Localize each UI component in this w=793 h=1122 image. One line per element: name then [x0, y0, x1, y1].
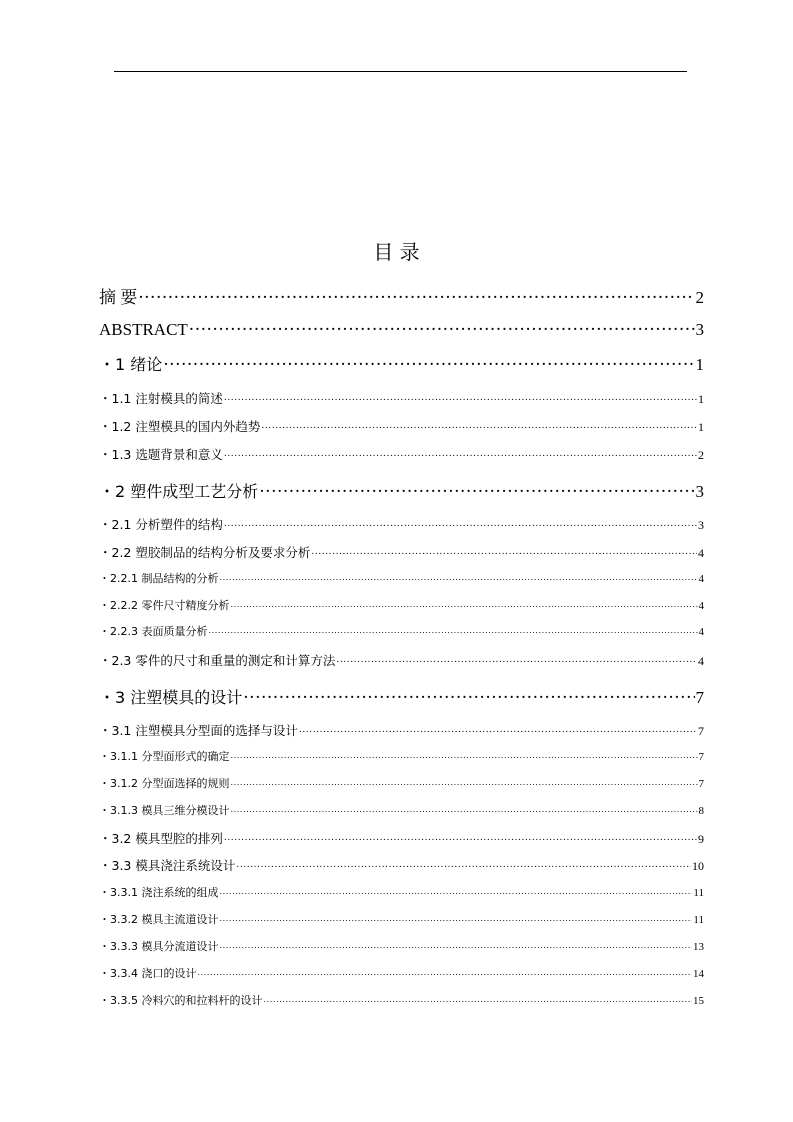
toc-entry-label: ・1.2 注塑模具的国内外趋势	[99, 419, 261, 434]
toc-entry-page: 4	[698, 626, 704, 638]
dot-leader	[311, 545, 697, 557]
toc-entry-page: 7	[695, 688, 704, 707]
toc-entry-page: 4	[698, 573, 704, 585]
toc-entry-label: ・3.2 模具型腔的排列	[99, 831, 223, 846]
dot-leader	[220, 571, 698, 582]
toc-entry[interactable]	[99, 992, 704, 1008]
dot-leader	[224, 831, 697, 843]
toc-entry-label: ・1.1 注射模具的简述	[99, 391, 223, 406]
toc-entry-label: ・3.1 注塑模具分型面的选择与设计	[99, 723, 298, 738]
toc-entry-page: 14	[693, 968, 704, 980]
header-rule	[114, 71, 687, 72]
dot-leader	[264, 993, 693, 1004]
toc-entry-label: ・3.3.5 冷料穴的和拉料杆的设计	[99, 994, 263, 1007]
toc-entry-page: 3	[698, 518, 704, 532]
toc-entry-label: ・2 塑件成型工艺分析	[99, 482, 259, 501]
dot-leader	[231, 598, 698, 609]
dot-leader	[299, 723, 697, 735]
toc-entry-page: 7	[698, 724, 704, 738]
toc-entry-label: ・2.2 塑胶制品的结构分析及要求分析	[99, 545, 311, 560]
dot-leader	[231, 803, 698, 814]
toc-entry-page: 15	[693, 995, 704, 1007]
dot-leader	[259, 480, 694, 497]
toc-entry[interactable]	[99, 884, 704, 900]
toc-entry-page: 8	[698, 805, 704, 817]
toc-entry-label: 摘 要	[99, 288, 138, 307]
toc-entry[interactable]	[99, 856, 704, 874]
toc-entry[interactable]	[99, 352, 704, 375]
dot-leader	[243, 686, 694, 703]
toc-title: 目 录	[373, 240, 420, 264]
toc-entry[interactable]	[99, 479, 704, 502]
toc-entry-page: 1	[695, 355, 704, 374]
toc-entry[interactable]	[99, 721, 704, 739]
toc-entry[interactable]	[99, 515, 704, 533]
dot-leader	[220, 885, 693, 896]
toc-entry-label: ・2.2.2 零件尺寸精度分析	[99, 599, 230, 612]
toc-entry-label: ABSTRACT	[99, 320, 188, 339]
toc-entry-page: 7	[698, 778, 704, 790]
toc-entry-label: ・3.1.3 模具三维分模设计	[99, 804, 230, 817]
dot-leader	[209, 624, 698, 635]
dot-leader	[336, 653, 697, 665]
toc-entry-page: 4	[698, 600, 704, 612]
toc-entry-page: 2	[695, 288, 704, 307]
dot-leader	[231, 749, 698, 760]
toc-entry-label: ・3.3.3 模具分流道设计	[99, 940, 219, 953]
toc-entry-label: ・2.2.3 表面质量分析	[99, 625, 208, 638]
dot-leader	[231, 776, 698, 787]
toc-entry[interactable]	[99, 685, 704, 708]
dot-leader	[236, 858, 691, 870]
toc-entry-page: 1	[698, 392, 704, 406]
toc-entry[interactable]	[99, 445, 704, 463]
toc-entry[interactable]	[99, 623, 704, 639]
toc-entry[interactable]	[99, 389, 704, 407]
toc-entry-label: ・3.3.4 浇口的设计	[99, 967, 197, 980]
toc-entry[interactable]	[99, 597, 704, 613]
toc-entry-label: ・2.1 分析塑件的结构	[99, 517, 223, 532]
toc-entry-label: ・2.2.1 制品结构的分析	[99, 572, 219, 585]
toc-entry-page: 4	[698, 654, 704, 668]
toc-entry[interactable]	[99, 965, 704, 981]
toc-entry[interactable]	[99, 543, 704, 561]
toc-entry-page: 3	[695, 482, 704, 501]
toc-entry[interactable]	[99, 283, 704, 308]
dot-leader	[189, 318, 695, 335]
toc-entry-page: 7	[698, 751, 704, 763]
toc-entry[interactable]	[99, 651, 704, 669]
toc-entry-page: 1	[698, 420, 704, 434]
dot-leader	[220, 912, 693, 923]
dot-leader	[224, 447, 697, 459]
toc-entry[interactable]	[99, 775, 704, 791]
toc-entry[interactable]	[99, 938, 704, 954]
toc-entry-page: 9	[698, 832, 704, 846]
toc-entry[interactable]	[99, 748, 704, 764]
toc-entry-page: 10	[692, 859, 704, 873]
toc-entry-label: ・3.3 模具浇注系统设计	[99, 858, 236, 873]
toc-entry-page: 2	[698, 448, 704, 462]
toc-entry-page: 13	[693, 941, 704, 953]
dot-leader	[163, 353, 694, 370]
dot-leader	[261, 419, 697, 431]
dot-leader	[198, 966, 693, 977]
toc-entry-label: ・1.3 选题背景和意义	[99, 447, 223, 462]
toc-entry-page: 4	[698, 546, 704, 560]
toc-entry-label: ・3.1.2 分型面选择的规则	[99, 777, 230, 790]
toc-entry-label: ・3.1.1 分型面形式的确定	[99, 750, 230, 763]
toc-entry-label: ・2.3 零件的尺寸和重量的测定和计算方法	[99, 653, 336, 668]
toc-entry[interactable]	[99, 318, 704, 340]
toc-entry-page: 3	[695, 320, 704, 339]
toc-entry[interactable]	[99, 802, 704, 818]
dot-leader	[224, 517, 697, 529]
toc-entry[interactable]	[99, 570, 704, 586]
toc-entry-label: ・3 注塑模具的设计	[99, 688, 243, 707]
toc-entry-label: ・3.3.1 浇注系统的组成	[99, 886, 219, 899]
toc-entry[interactable]	[99, 829, 704, 847]
dot-leader	[224, 391, 697, 403]
toc-entry-label: ・1 绪论	[99, 355, 163, 374]
dot-leader	[220, 939, 693, 950]
toc-entry-page: 11	[693, 914, 704, 926]
toc-entry[interactable]	[99, 417, 704, 435]
toc-entry-page: 11	[693, 887, 704, 899]
dot-leader	[138, 286, 694, 303]
toc-entry-label: ・3.3.2 模具主流道设计	[99, 913, 219, 926]
toc-entry[interactable]	[99, 911, 704, 927]
